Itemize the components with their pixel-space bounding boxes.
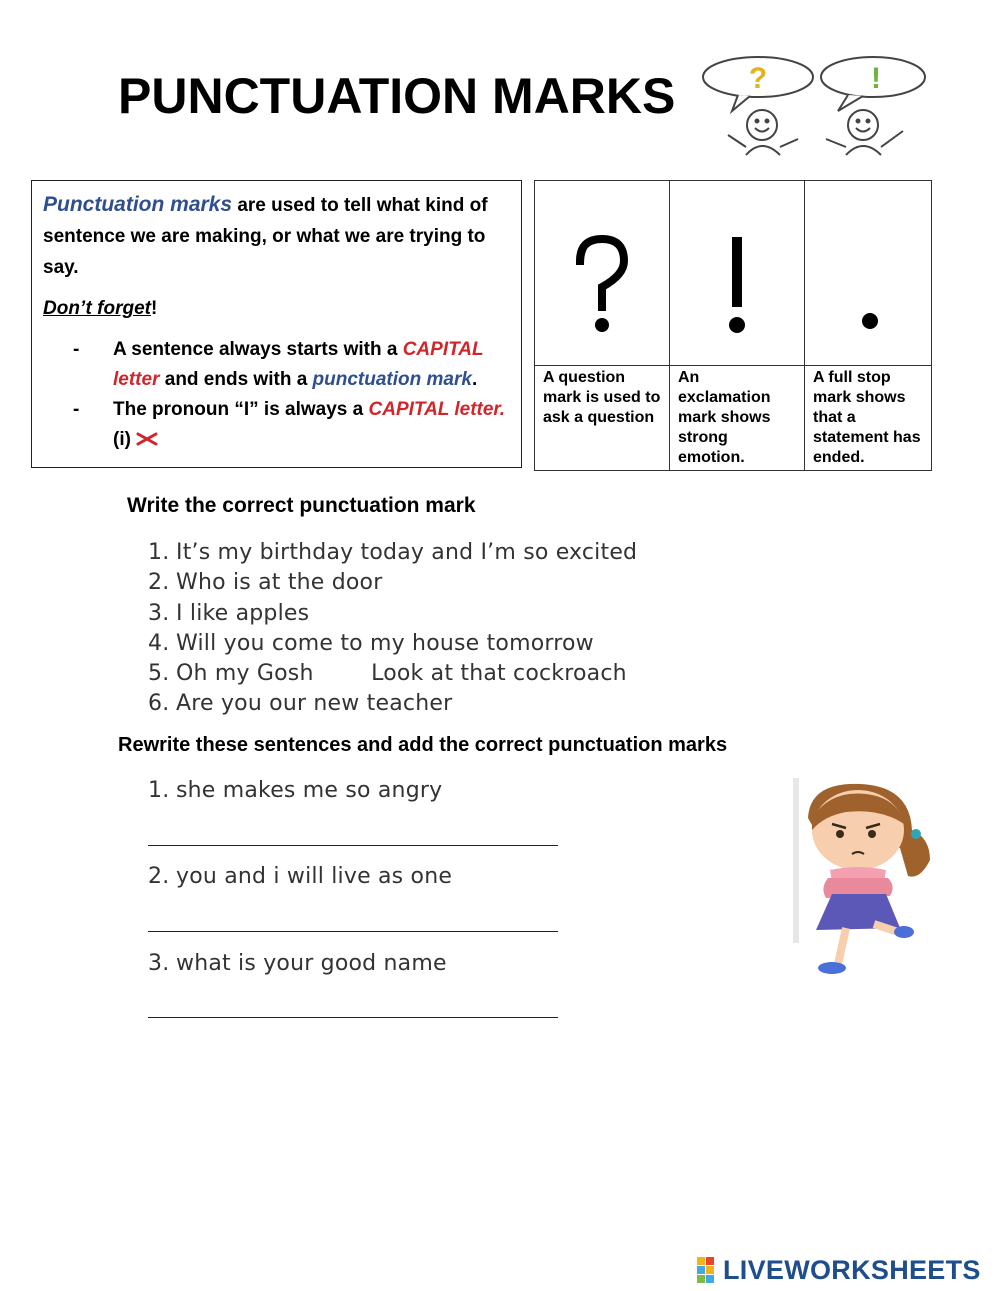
intro-text: are used to tell what kind of sentence we are making, or what we are trying to say. bbox=[43, 195, 488, 278]
punctuation-table bbox=[534, 180, 932, 471]
rule-punctuation-keyword: punctuation mark bbox=[312, 369, 472, 390]
item-text: Who is at the door bbox=[176, 570, 383, 595]
rule-capital-keyword: CAPITAL letter. bbox=[368, 399, 506, 420]
item-number: 6. bbox=[148, 691, 170, 716]
logo-brand-text: LIVEWORKSHEETS bbox=[723, 1255, 981, 1285]
section-heading-rewrite: Rewrite these sentences and add the correct punctuation marks bbox=[118, 734, 728, 756]
svg-text:!: ! bbox=[871, 62, 881, 95]
answer-line[interactable] bbox=[148, 845, 558, 846]
item-number: 1. bbox=[148, 540, 170, 565]
rule-text: and ends with a bbox=[159, 369, 313, 390]
table-cell-symbol bbox=[805, 181, 932, 366]
exclamation-mark-icon bbox=[717, 233, 757, 343]
item-number: 1. bbox=[148, 778, 170, 803]
rule-end: . bbox=[471, 369, 478, 390]
intro-paragraph bbox=[43, 189, 513, 283]
section-heading-write-mark: Write the correct punctuation mark bbox=[127, 494, 476, 517]
table-cell-description: An exclamation mark shows strong emotion. bbox=[670, 366, 805, 471]
item-text: Oh my Gosh Look at that cockroach bbox=[176, 661, 627, 686]
rule-capital-keyword: CAPITAL letter bbox=[113, 339, 484, 390]
answer-line[interactable] bbox=[148, 1017, 558, 1018]
item-text: you and i will live as one bbox=[176, 864, 453, 889]
item-text: It’s my birthday today and I’m so excited bbox=[176, 540, 638, 565]
page-title: PUNCTUATION MARKS bbox=[118, 68, 676, 124]
table-cell-symbol bbox=[535, 181, 670, 366]
rule-text: The pronoun “I” is always a bbox=[113, 399, 369, 420]
item-text: what is your good name bbox=[176, 951, 447, 976]
item-text: Will you come to my house tomorrow bbox=[176, 631, 594, 656]
full-stop-icon bbox=[850, 233, 890, 343]
bullet-dash: - bbox=[73, 399, 80, 420]
item-number: 5. bbox=[148, 661, 170, 686]
angry-girl-illustration bbox=[770, 778, 950, 978]
item-text: she makes me so angry bbox=[176, 778, 443, 803]
item-number: 3. bbox=[148, 601, 170, 626]
item-text: Are you our new teacher bbox=[176, 691, 453, 716]
info-box bbox=[31, 180, 522, 468]
svg-text:?: ? bbox=[748, 62, 768, 95]
item-number: 3. bbox=[148, 951, 170, 976]
answer-line[interactable] bbox=[148, 931, 558, 932]
table-cell-description: A full stop mark shows that a statement has ended. bbox=[805, 366, 932, 471]
bullet-dash: - bbox=[73, 339, 80, 360]
item-number: 4. bbox=[148, 631, 170, 656]
question-mark-icon bbox=[572, 233, 632, 343]
dont-forget-text: Don’t forget bbox=[43, 298, 151, 319]
rule-text: A sentence always starts with a bbox=[113, 339, 403, 360]
item-number: 2. bbox=[148, 864, 170, 889]
table-cell-description: A question mark is used to ask a question bbox=[535, 366, 670, 471]
item-text: I like apples bbox=[176, 601, 310, 626]
liveworksheets-logo bbox=[697, 1255, 997, 1285]
item-number: 2. bbox=[148, 570, 170, 595]
table-cell-symbol bbox=[670, 181, 805, 366]
dont-forget-label bbox=[43, 293, 157, 324]
exclamation-mark-bubble-icon bbox=[821, 57, 925, 111]
red-cross-icon bbox=[136, 432, 158, 446]
logo-blocks-icon bbox=[697, 1257, 719, 1283]
dont-forget-suffix: ! bbox=[151, 298, 158, 319]
rule-example: (i) bbox=[113, 429, 137, 450]
intro-keyword: Punctuation marks bbox=[43, 193, 233, 216]
title-illustration bbox=[698, 55, 930, 160]
question-mark-bubble-icon bbox=[703, 57, 813, 111]
